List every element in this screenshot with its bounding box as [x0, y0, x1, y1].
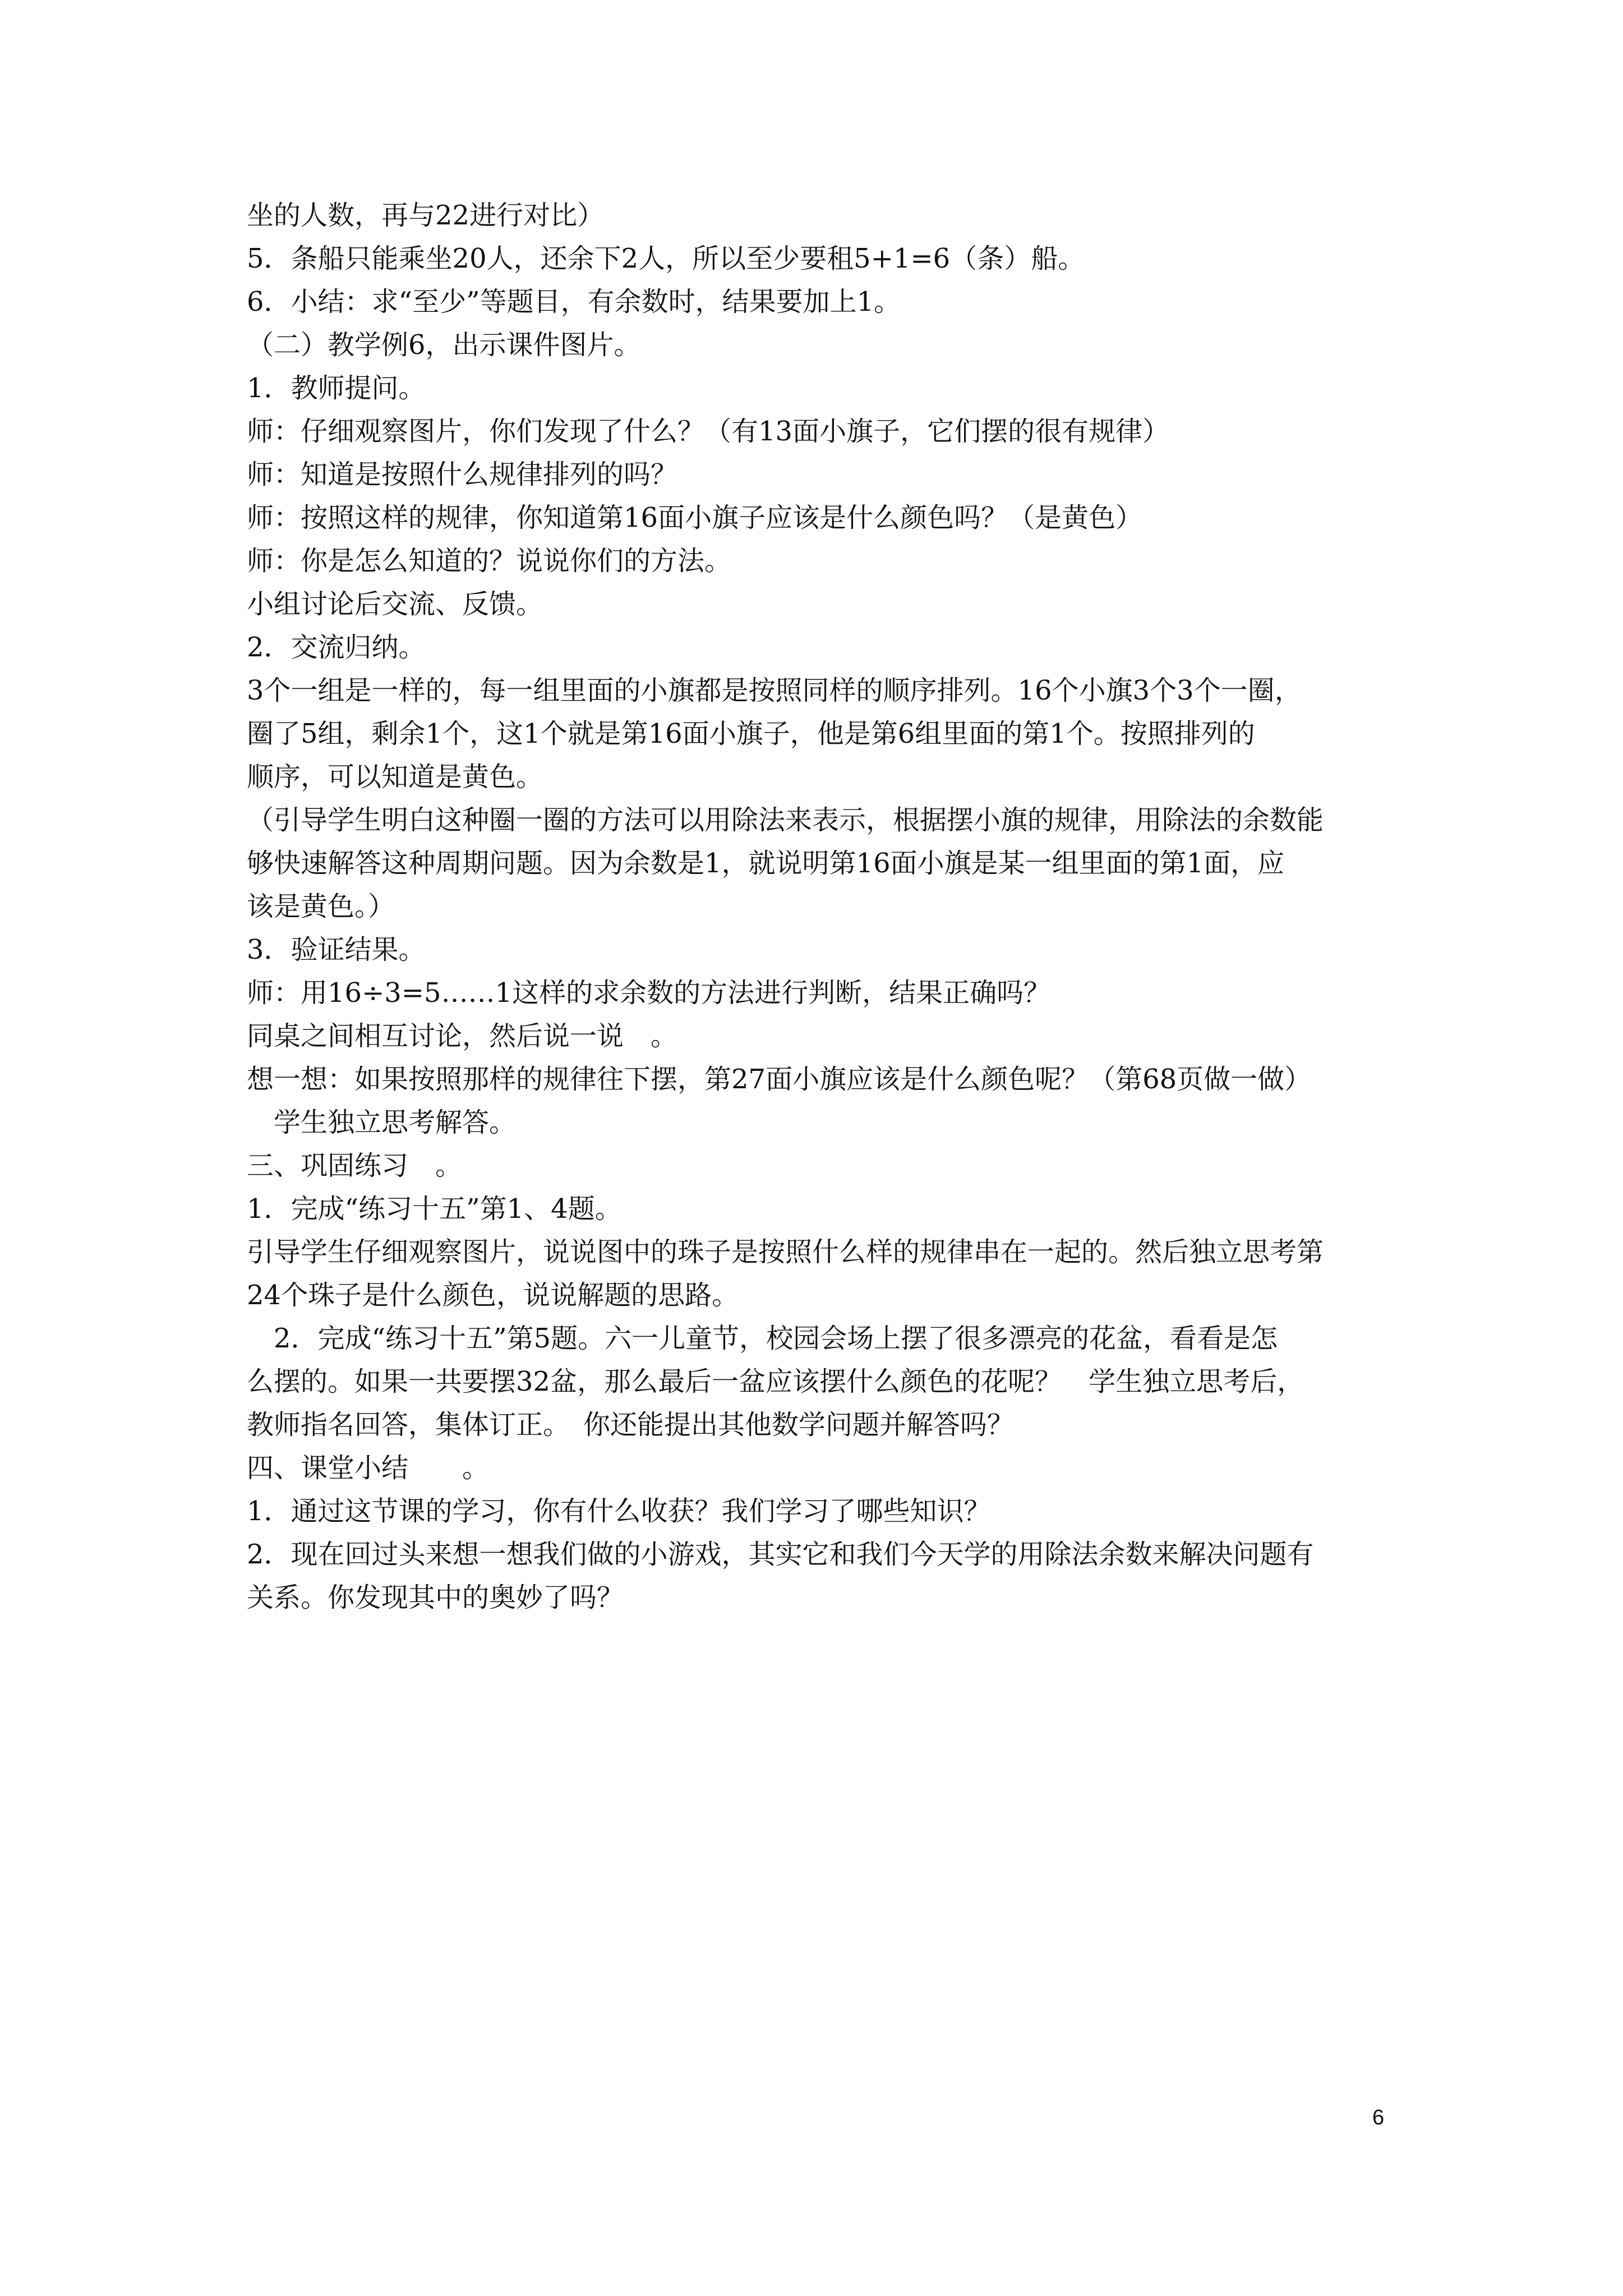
text-line: 3．验证结果。 [247, 934, 426, 965]
text-line: 师：你是怎么知道的？说说你们的方法。 [247, 545, 732, 577]
text-line: 5．条船只能乘坐20人，还余下2人，所以至少要租5+1=6（条）船。 [247, 243, 1085, 274]
text-line: 想一想：如果按照那样的规律往下摆，第27面小旗应该是什么颜色呢？（第68页做一做） [247, 1064, 1312, 1095]
text-line: 么摆的。如果一共要摆32盆，那么最后一盆应该摆什么颜色的花呢？ 学生独立思考后， [247, 1366, 1304, 1397]
text-line: 24个珠子是什么颜色，说说解题的思路。 [247, 1280, 739, 1311]
text-line: 师：用16÷3=5……1这样的求余数的方法进行判断，结果正确吗？ [247, 977, 1051, 1009]
text-line: 该是黄色。） [247, 891, 395, 922]
text-line: 同桌之间相互讨论，然后说一说 。 [247, 1020, 678, 1052]
section-heading: （二）教学例6，出示课件图片。 [247, 329, 641, 361]
text-line: 关系。你发现其中的奥妙了吗？ [247, 1582, 624, 1613]
body-text [247, 194, 1391, 1619]
text-line: 够快速解答这种周期问题。因为余数是1，就说明第16面小旗是某一组里面的第1面，应 [247, 848, 1285, 879]
text-line: 师：按照这样的规律，你知道第16面小旗子应该是什么颜色吗？（是黄色） [247, 502, 1143, 533]
section-heading: 四、课堂小结 。 [247, 1452, 490, 1484]
text-line: 师：知道是按照什么规律排列的吗？ [247, 459, 678, 490]
text-line: 引导学生仔细观察图片，说说图中的珠子是按照什么样的规律串在一起的。然后独立思考第 [247, 1236, 1324, 1268]
section-heading: 三、巩固练习 。 [247, 1150, 463, 1181]
text-line: 学生独立思考解答。 [274, 1107, 517, 1138]
text-line: （引导学生明白这种圈一圈的方法可以用除法来表示，根据摆小旗的规律，用除法的余数能 [247, 804, 1324, 836]
text-line: 1．教师提问。 [247, 372, 426, 404]
page-number: 6 [1372, 2106, 1385, 2129]
text-line: 2．完成“练习十五”第5题。六一儿童节，校园会场上摆了很多漂亮的花盆，看看是怎 [274, 1323, 1278, 1354]
text-line: 1．完成“练习十五”第1、4题。 [247, 1193, 622, 1225]
text-line: 师：仔细观察图片，你们发现了什么？（有13面小旗子，它们摆的很有规律） [247, 416, 1170, 447]
text-line: 1．通过这节课的学习，你有什么收获？我们学习了哪些知识？ [247, 1496, 991, 1527]
text-line: 顺序，可以知道是黄色。 [247, 761, 543, 793]
text-line: 2．现在回过头来想一想我们做的小游戏，其实它和我们今天学的用除法余数来解决问题有 [247, 1539, 1314, 1570]
text-line: 2．交流归纳。 [247, 632, 426, 663]
text-line: 6．小结：求“至少”等题目，有余数时，结果要加上1。 [247, 286, 901, 318]
text-line: 圈了5组，剩余1个，这1个就是第16面小旗子，他是第6组里面的第1个。按照排列的 [247, 718, 1255, 749]
text-line: 3个一组是一样的，每一组里面的小旗都是按照同样的顺序排列。16个小旗3个3个一圈， [247, 675, 1302, 706]
text-line: 小组讨论后交流、反馈。 [247, 588, 543, 620]
text-line: 坐的人数，再与22进行对比） [247, 200, 605, 231]
text-line: 教师指名回答，集体订正。 你还能提出其他数学问题并解答吗？ [247, 1409, 1015, 1441]
